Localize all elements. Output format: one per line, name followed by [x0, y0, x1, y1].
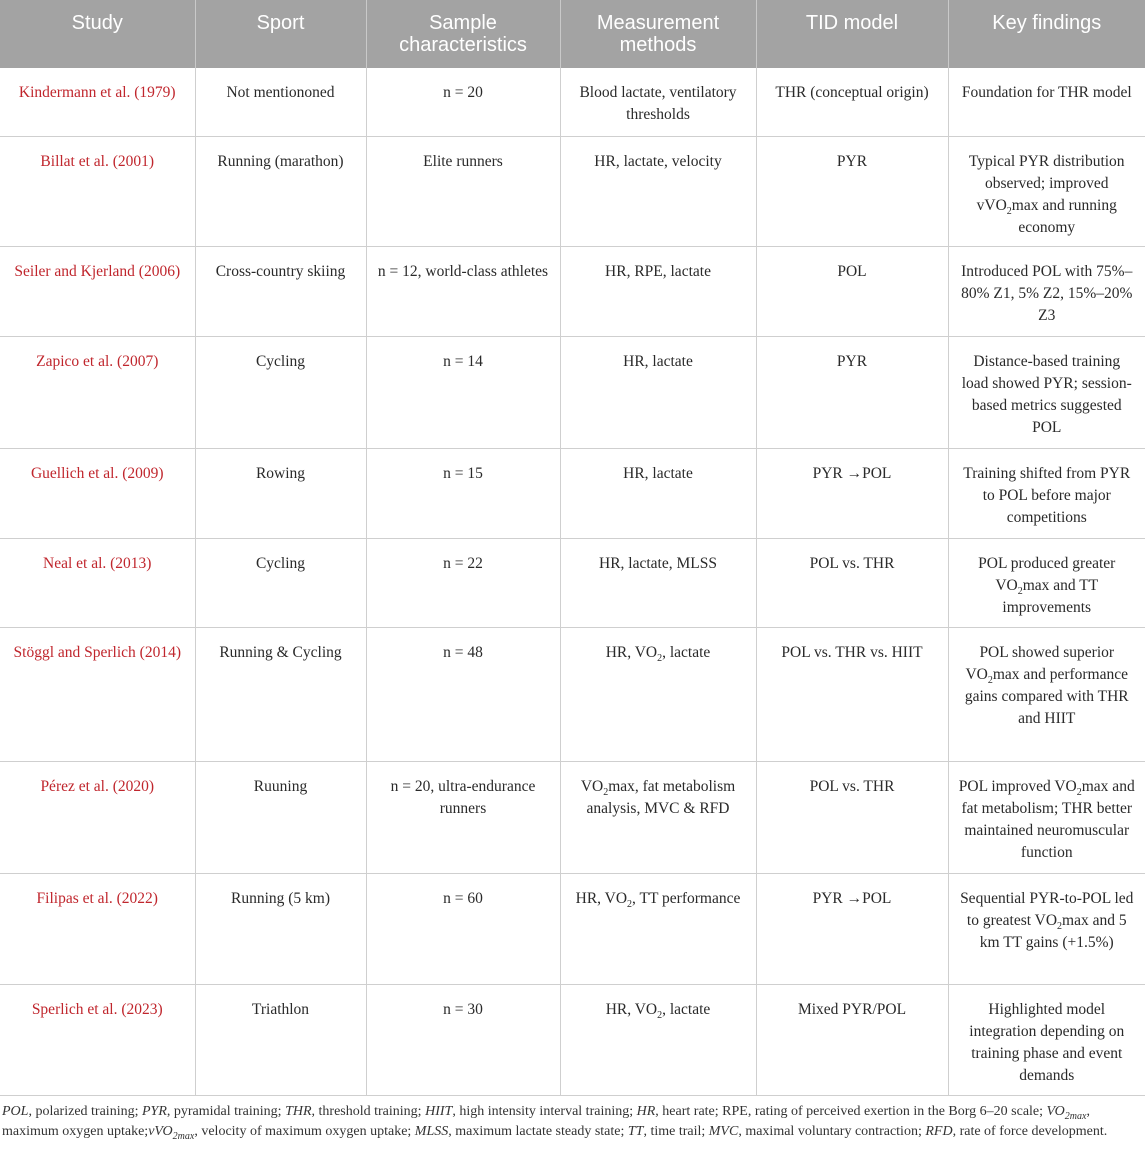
cell-methods: HR, lactate: [560, 336, 756, 448]
cell-key-findings: POL produced greater $VO_2\max$ and TT improvements: [948, 538, 1145, 627]
cell-sport: Running & Cycling: [195, 627, 366, 761]
cell-sample: n = 14: [366, 336, 560, 448]
cell-sample: n = 60: [366, 873, 560, 984]
cell-key-findings: Introduced POL with 75%–80% Z1, 5% Z2, 15%–20% Z3: [948, 246, 1145, 336]
table-row: [0, 336, 1145, 448]
footnote-text: , heart rate; RPE, rating of perceived exertion in the Borg 6–20 scale;: [655, 1103, 1047, 1119]
abbreviation: VO: [1046, 1103, 1065, 1119]
cell-key-findings: Training shifted from PYR to POL before major competitions: [948, 448, 1145, 538]
cell-study[interactable]: Billat et al. (2001): [0, 136, 195, 246]
footnote-text: , maximal voluntary contraction;: [738, 1123, 926, 1139]
cell-study[interactable]: Kindermann et al. (1979): [0, 68, 195, 136]
abbreviation: MLSS: [414, 1123, 449, 1139]
cell-sample: n = 20, ultra-endurance runners: [366, 761, 560, 873]
cell-methods: $VO_2\max$, fat metabolism analysis, MVC & RFD: [560, 761, 756, 873]
cell-methods: HR, lactate, MLSS: [560, 538, 756, 627]
cell-methods: HR, $VO_2$, lactate: [560, 984, 756, 1095]
footnote-text: , time trail;: [643, 1123, 709, 1139]
cell-study[interactable]: Guellich et al. (2009): [0, 448, 195, 538]
footnote-text: , velocity of maximum oxygen uptake;: [194, 1123, 415, 1139]
cell-study[interactable]: Seiler and Kjerland (2006): [0, 246, 195, 336]
cell-key-findings: Foundation for THR model: [948, 68, 1145, 136]
cell-methods: HR, RPE, lactate: [560, 246, 756, 336]
table-row: [0, 873, 1145, 984]
subscript: 2: [657, 1009, 663, 1021]
abbreviation: vVO: [148, 1123, 173, 1139]
footnote-text: , polarized training;: [28, 1103, 142, 1119]
cell-key-findings: Sequential PYR-to-POL led to greatest $VO_2\max$ and 5 km TT gains (+1.5%): [948, 873, 1145, 984]
footnote-text: , pyramidal training;: [166, 1103, 286, 1119]
header-measurement-methods: Measurement methods: [560, 0, 756, 68]
cell-sport: Cycling: [195, 336, 366, 448]
abbreviation: POL: [2, 1103, 29, 1119]
abbreviation: RFD: [925, 1123, 953, 1139]
header-tid-model: TID model: [756, 0, 948, 68]
subscript: 2: [1057, 920, 1063, 932]
subscript: 2: [603, 786, 609, 798]
cell-tid-model: POL vs. THR: [756, 538, 948, 627]
table-row: [0, 984, 1145, 1095]
table-row: [0, 136, 1145, 246]
table-footnote: [0, 1096, 1145, 1142]
cell-methods: HR, lactate, velocity: [560, 136, 756, 246]
table-row: [0, 761, 1145, 873]
cell-study[interactable]: Pérez et al. (2020): [0, 761, 195, 873]
footnote-text: , rate of force development.: [952, 1123, 1108, 1139]
cell-tid-model: PYR: [756, 136, 948, 246]
cell-tid-model: Mixed PYR/POL: [756, 984, 948, 1095]
cell-sport: Rowing: [195, 448, 366, 538]
cell-tid-model: POL: [756, 246, 948, 336]
cell-key-findings: Typical PYR distribution observed; improved vVO$_2$max and running economy: [948, 136, 1145, 246]
cell-sample: n = 12, world-class athletes: [366, 246, 560, 336]
subscript: 2: [1076, 786, 1082, 798]
cell-key-findings: Highlighted model integration depending on training phase and event demands: [948, 984, 1145, 1095]
cell-sport: Triathlon: [195, 984, 366, 1095]
cell-methods: HR, $VO_2$, lactate: [560, 627, 756, 761]
subscript: 2: [1017, 585, 1023, 597]
footnote-text: , maximum lactate steady state;: [448, 1123, 628, 1139]
cell-sport: Running (marathon): [195, 136, 366, 246]
cell-sample: Elite runners: [366, 136, 560, 246]
cell-methods: Blood lactate, ventilatory thresholds: [560, 68, 756, 136]
cell-sample: n = 22: [366, 538, 560, 627]
cell-tid-model: PYR →POL: [756, 448, 948, 538]
subscript: 2max: [1064, 1110, 1087, 1122]
table-header-row: [0, 0, 1145, 68]
subscript: 2max: [172, 1130, 195, 1142]
cell-tid-model: PYR: [756, 336, 948, 448]
table-row: [0, 448, 1145, 538]
cell-sample: n = 15: [366, 448, 560, 538]
abbreviation: HR: [636, 1103, 656, 1119]
cell-key-findings: Distance-based training load showed PYR; session-based metrics suggested POL: [948, 336, 1145, 448]
cell-sport: Not mentiononed: [195, 68, 366, 136]
abbreviation: MVC: [708, 1123, 739, 1139]
cell-tid-model: POL vs. THR vs. HIIT: [756, 627, 948, 761]
table-row: [0, 68, 1145, 136]
table-row: [0, 246, 1145, 336]
cell-sport: Cycling: [195, 538, 366, 627]
cell-sport: Ruuning: [195, 761, 366, 873]
table-body: [0, 68, 1145, 1095]
cell-study[interactable]: Zapico et al. (2007): [0, 336, 195, 448]
cell-study[interactable]: Neal et al. (2013): [0, 538, 195, 627]
table-row: [0, 627, 1145, 761]
cell-sport: Running (5 km): [195, 873, 366, 984]
cell-tid-model: THR (conceptual origin): [756, 68, 948, 136]
cell-study[interactable]: Sperlich et al. (2023): [0, 984, 195, 1095]
abbreviation: THR: [285, 1103, 312, 1119]
abbreviation: HIIT: [425, 1103, 453, 1119]
abbreviation: PYR: [141, 1103, 167, 1119]
footnote-text: , threshold training;: [311, 1103, 426, 1119]
footnote-text: , maximum oxygen uptake;: [2, 1103, 1090, 1139]
header-sample-characteristics: Sample characteristics: [366, 0, 560, 68]
header-sport: Sport: [195, 0, 366, 68]
cell-tid-model: POL vs. THR: [756, 761, 948, 873]
cell-sample: n = 20: [366, 68, 560, 136]
table-row: [0, 538, 1145, 627]
header-key-findings: Key findings: [948, 0, 1145, 68]
cell-study[interactable]: Stöggl and Sperlich (2014): [0, 627, 195, 761]
cell-study[interactable]: Filipas et al. (2022): [0, 873, 195, 984]
subscript: 2: [627, 898, 633, 910]
subscript: 2: [987, 674, 993, 686]
cell-tid-model: PYR →POL: [756, 873, 948, 984]
cell-key-findings: POL improved $VO_2\max$ and fat metabolism; THR better maintained neuromuscular function: [948, 761, 1145, 873]
subscript: 2: [657, 652, 663, 664]
cell-methods: HR, $VO_2$, TT performance: [560, 873, 756, 984]
footnote-text: , high intensity interval training;: [452, 1103, 637, 1119]
cell-sample: n = 48: [366, 627, 560, 761]
cell-sample: n = 30: [366, 984, 560, 1095]
header-study: Study: [71, 12, 123, 34]
cell-sport: Cross-country skiing: [195, 246, 366, 336]
abbreviation: TT: [627, 1123, 644, 1139]
cell-methods: HR, lactate: [560, 448, 756, 538]
subscript: 2: [1006, 205, 1012, 217]
cell-key-findings: POL showed superior $VO_2\max$ and performance gains compared with THR and HIIT: [948, 627, 1145, 761]
